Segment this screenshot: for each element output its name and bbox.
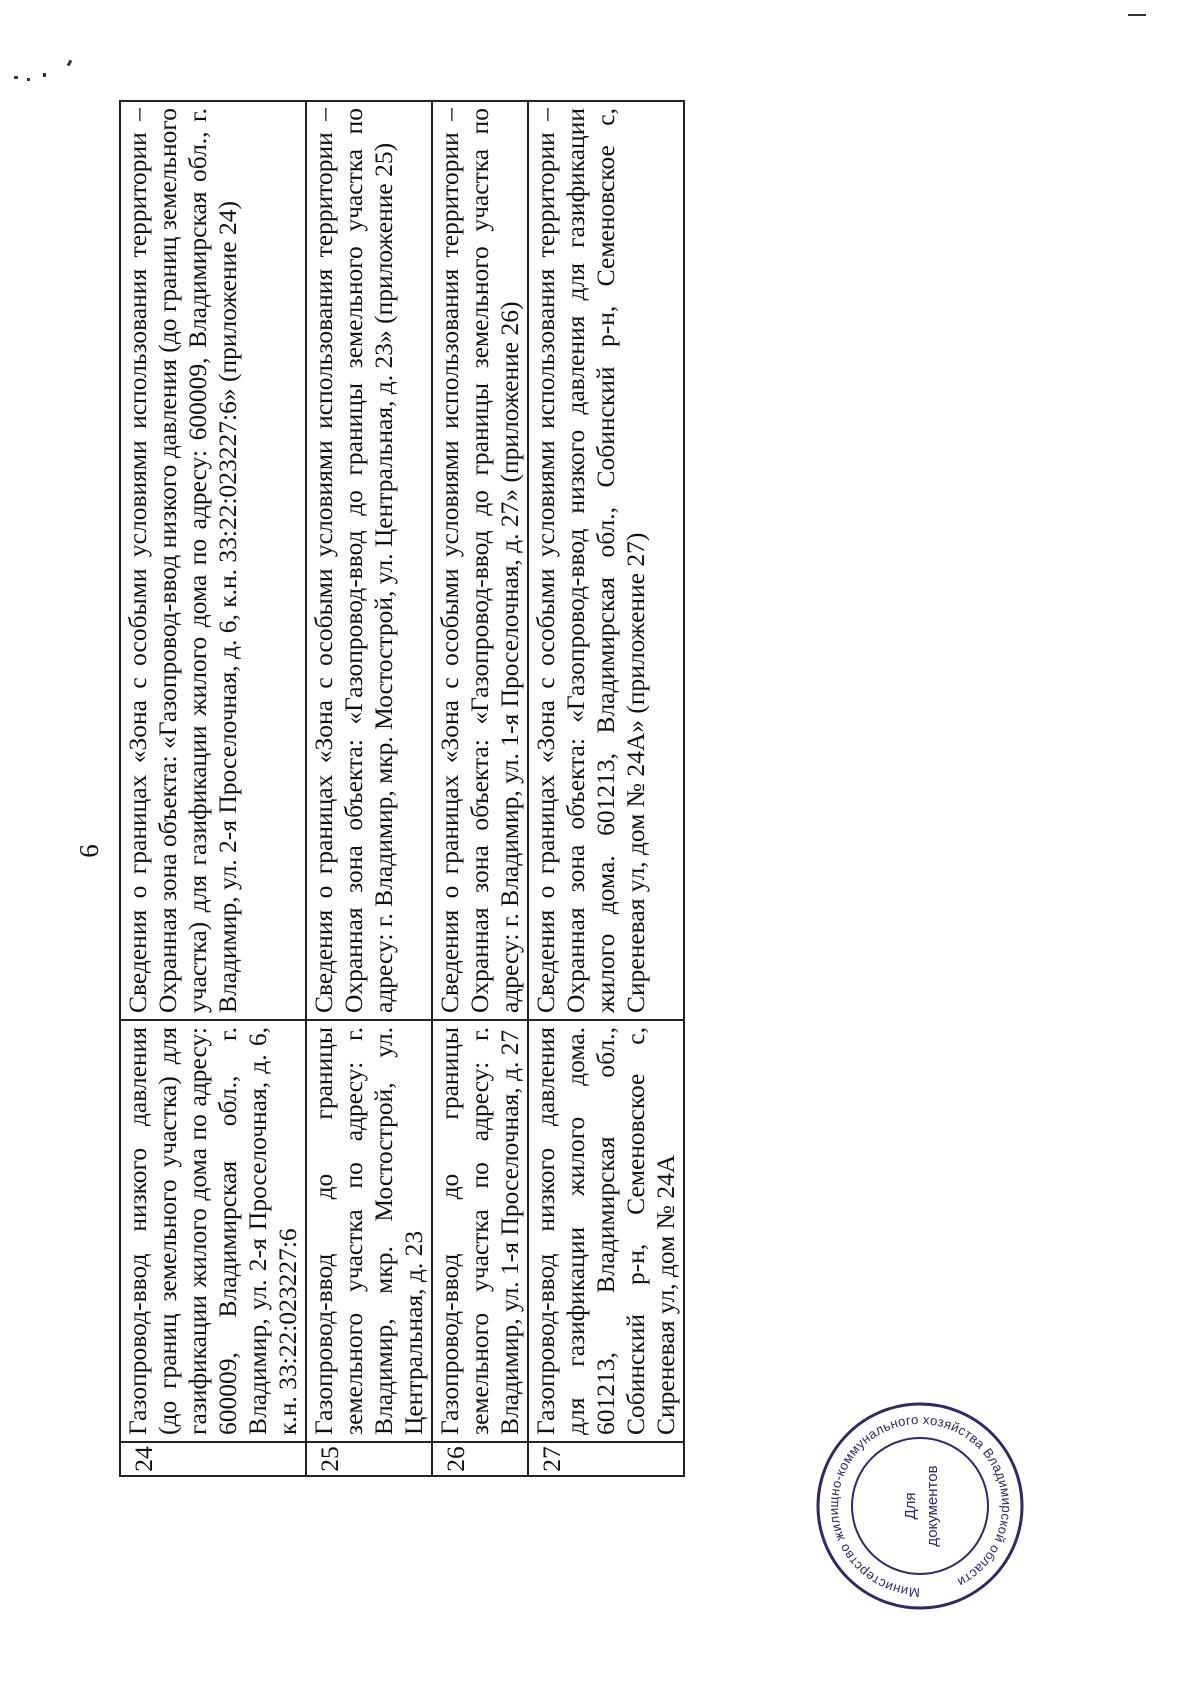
object-name-cell: Газопровод-ввод низкого давления для газификации жилого дома. 601213, Владимирская обл., Собинский р-н, Семеновское с, Сиреневая ул, дом № 24А [528, 1020, 684, 1442]
row-number: 24 [120, 1442, 306, 1476]
register-table [119, 100, 685, 1477]
table-row [432, 101, 528, 1476]
object-name-cell: Газопровод-ввод до границы земельного участка по адресу: г. Владимир, мкр. Мостострой, ул. Центральная, д. 23 [306, 1020, 432, 1442]
object-name-cell: Газопровод-ввод низкого давления (до границ земельного участка) для газификации жилого дома по адресу: 600009, Владимирская обл., г. Владимир, ул. 2-я Проселочная, д. 6, к.н. 33:22:023227:6 [120, 1020, 306, 1442]
stamp-center-line2: документов [924, 1465, 941, 1547]
page-number: 6 [74, 844, 104, 858]
table-row [306, 101, 432, 1476]
stamp-outer-ring [818, 1404, 1022, 1608]
boundary-info-cell: Сведения о границах «Зона с особыми условиями использования территории – Охранная зона объекта: «Газопровод-ввод низкого давления (до границ земельного участка) для газификации жилого дома по адресу: 600009, Владимирская обл., г. Владимир, ул. 2-я Проселочная, д. 6, к.н. 33:22:023227:6» (приложение 24) [120, 101, 306, 1020]
row-number: 26 [432, 1442, 528, 1476]
stamp-center-line1: Для [902, 1492, 919, 1520]
stamp-ring-textpath: Министерство жилищно-коммунального хозяйства Владимирской области [825, 1411, 1015, 1601]
table-row [528, 101, 684, 1476]
table-row [120, 101, 306, 1476]
official-stamp [815, 1401, 1025, 1611]
boundary-info-cell: Сведения о границах «Зона с особыми условиями использования территории – Охранная зона объекта: «Газопровод-ввод до границы земельного участка по адресу: г. Владимир, мкр. Мостострой, ул. Центральная, д. 23» (приложение 25) [306, 101, 432, 1020]
row-number: 25 [306, 1442, 432, 1476]
stamp-inner-ring [852, 1438, 988, 1574]
stamp-ring-text [826, 1412, 1014, 1600]
object-name-cell: Газопровод-ввод до границы земельного участка по адресу: г. Владимир, ул. 1-я Проселочная, д. 27 [432, 1020, 528, 1442]
boundary-info-cell: Сведения о границах «Зона с особыми условиями использования территории – Охранная зона объекта: «Газопровод-ввод низкого давления для газификации жилого дома. 601213, Владимирская обл., Собинский р-н, Семеновское с, Сиреневая ул, дом № 24А» (приложение 27) [528, 101, 684, 1020]
boundary-info-cell: Сведения о границах «Зона с особыми условиями использования территории – Охранная зона объекта: «Газопровод-ввод до границы земельного участка по адресу: г. Владимир, ул. 1-я Проселочная, д. 27» (приложение 26) [432, 101, 528, 1020]
row-number: 27 [528, 1442, 684, 1476]
